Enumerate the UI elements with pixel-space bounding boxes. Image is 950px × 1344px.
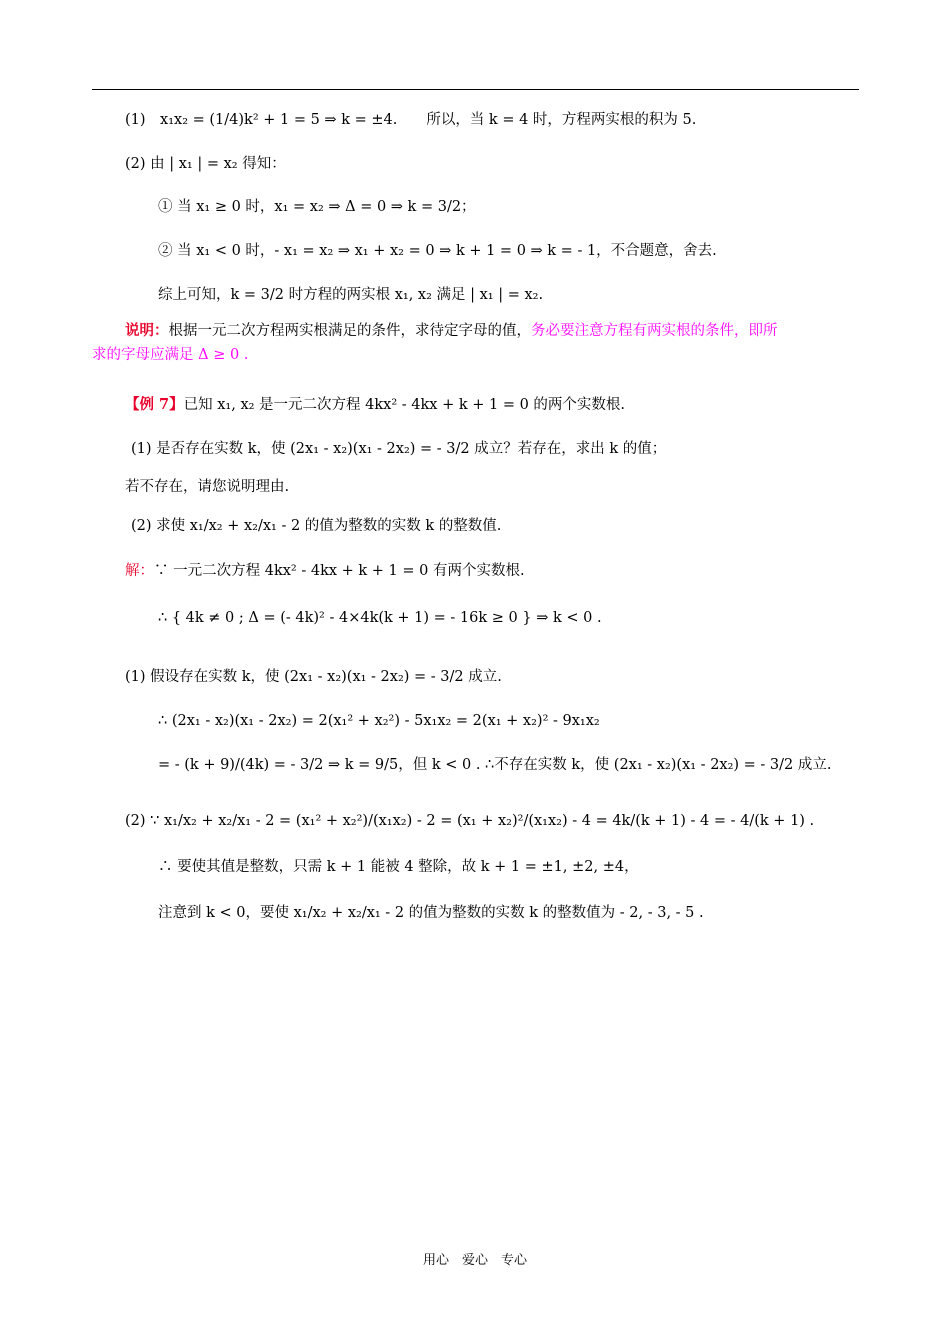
part-2-divisibility-line: ∴ 要使其值是整数，只需 k + 1 能被 4 整除，故 k + 1 = ±1, ±2, ±4，: [158, 859, 639, 875]
part-2-derivation-line: (2) ∵ x₁/x₂ + x₂/x₁ - 2 = (x₁² + x₂²)/(x₁x₂) - 2 = (x₁ + x₂)²/(x₁x₂) - 4 = 4k/(k + 1) - 4 = - 4/(k + 1) .: [125, 813, 815, 829]
part-1-assume-line: (1) 假设存在实数 k，使 (2x₁ - x₂)(x₁ - 2x₂) = - 3/2 成立.: [125, 669, 502, 685]
question-2-line: (2) 求使 x₁/x₂ + x₂/x₁ - 2 的值为整数的实数 k 的整数值.: [131, 518, 502, 534]
solution-line-2: (2) 由 | x₁ | = x₂ 得知：: [125, 156, 286, 172]
example-statement: 已知 x₁, x₂ 是一元二次方程 4kx² - 4kx + k + 1 = 0 的两个实数根.: [183, 397, 626, 413]
answer-intro-text: ∵ 一元二次方程 4kx² - 4kx + k + 1 = 0 有两个实数根.: [154, 563, 525, 579]
case-1-line: ① 当 x₁ ≥ 0 时，x₁ = x₂ ⇒ Δ = 0 ⇒ k = 3/2；: [158, 199, 476, 215]
note-label: 说明：: [125, 322, 169, 339]
part-2-final-line: 注意到 k < 0，要使 x₁/x₂ + x₂/x₁ - 2 的值为整数的实数 k 的整数值为 - 2, - 3, - 5 .: [158, 905, 704, 921]
solution-line-1: (1) x₁x₂ = (1/4)k² + 1 = 5 ⇒ k = ±4. 所以，当 k = 4 时，方程两实根的积为 5.: [125, 112, 697, 128]
system-line: ∴ { 4k ≠ 0 ; Δ = (- 4k)² - 4×4k(k + 1) = - 16k ≥ 0 } ⇒ k < 0 .: [158, 610, 602, 626]
note-line-2: 求的字母应满足 Δ ≥ 0 .: [92, 347, 249, 363]
page-footer: 用心 爱心 专心: [422, 1253, 527, 1268]
note-text: 根据一元二次方程两实根满足的条件，求待定字母的值，: [168, 323, 531, 339]
note-line-1: [125, 321, 778, 341]
note-emphasis: 务必要注意方程有两实根的条件，即所: [531, 323, 778, 339]
example-7-heading: [125, 395, 625, 415]
answer-intro-line: [125, 561, 525, 581]
answer-label: 解：: [125, 563, 154, 579]
header-rule: [92, 89, 859, 90]
part-1-result-line: = - (k + 9)/(4k) = - 3/2 ⇒ k = 9/5，但 k < 0 . ∴不存在实数 k，使 (2x₁ - x₂)(x₁ - 2x₂) = - 3/2 成立.: [158, 757, 832, 773]
example-label: 【例 7】: [125, 396, 184, 413]
conclusion-line: 综上可知，k = 3/2 时方程的两实根 x₁, x₂ 满足 | x₁ | = x₂.: [158, 287, 544, 303]
question-1-line-2: 若不存在，请您说明理由.: [125, 479, 290, 495]
case-2-line: ② 当 x₁ < 0 时，- x₁ = x₂ ⇒ x₁ + x₂ = 0 ⇒ k + 1 = 0 ⇒ k = - 1，不合题意，舍去.: [158, 243, 717, 259]
part-1-expand-line: ∴ (2x₁ - x₂)(x₁ - 2x₂) = 2(x₁² + x₂²) - 5x₁x₂ = 2(x₁ + x₂)² - 9x₁x₂: [158, 713, 600, 729]
question-1-line-1: (1) 是否存在实数 k，使 (2x₁ - x₂)(x₁ - 2x₂) = - 3/2 成立？若存在，求出 k 的值；: [131, 441, 667, 457]
